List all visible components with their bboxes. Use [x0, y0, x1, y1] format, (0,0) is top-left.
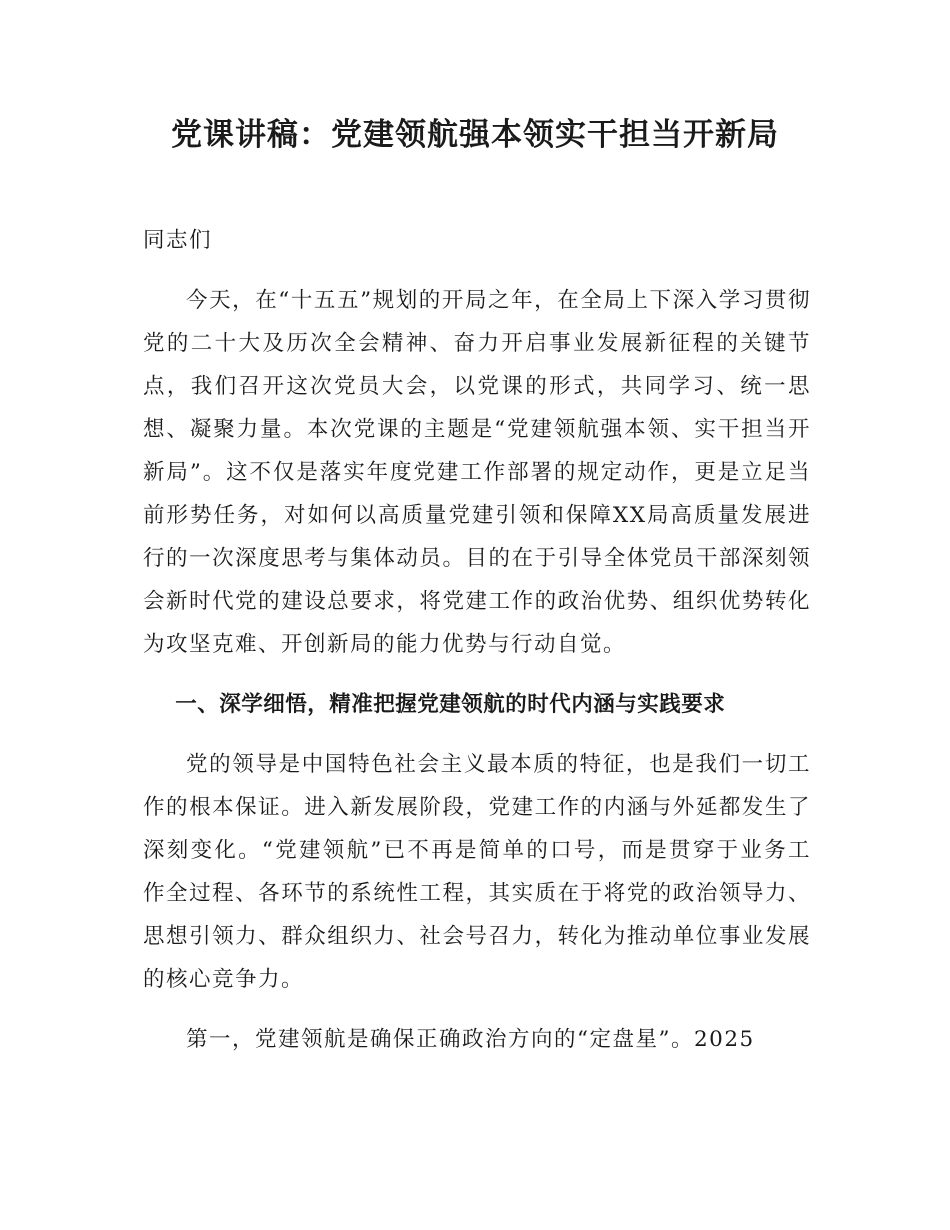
salutation: 同志们: [143, 228, 213, 253]
document-body: [143, 219, 811, 1078]
intro-paragraph: 今天，在“十五五”规划的开局之年，在全局上下深入学习贯彻党的二十大及历次全会精神、奋力开启事业发展新征程的关键节点，我们召开这次党员大会，以党课的形式，共同学习、统一思想、凝聚力量。本次党课的主题是“党建领航强本领、实干担当开新局”。这不仅是落实年度党建工作部署的规定动作，更是立足当前形势任务，对如何以高质量党建引领和保障XX局高质量发展进行的一次深度思考与集体动员。目的在于引导全体党员干部深刻领会新时代党的建设总要求，将党建工作的政治优势、组织优势转化为攻坚克难、开创新局的能力优势与行动自觉。: [143, 288, 811, 657]
section-paragraph: 党的领导是中国特色社会主义最本质的特征，也是我们一切工作的根本保证。进入新发展阶段，党建工作的内涵与外延都发生了深刻变化。“党建领航”已不再是简单的口号，而是贯穿于业务工作全过程、各环节的系统性工程，其实质在于将党的政治领导力、思想引领力、群众组织力、社会号召力，转化为推动单位事业发展的核心竞争力。: [143, 752, 811, 992]
section-heading: 一、深学细悟，精准把握党建领航的时代内涵与实践要求: [175, 692, 726, 717]
section-paragraph: 第一，党建领航是确保正确政治方向的“定盘星”。2025: [186, 1027, 755, 1052]
document-title: 党课讲稿：党建领航强本领实干担当开新局: [171, 117, 779, 153]
